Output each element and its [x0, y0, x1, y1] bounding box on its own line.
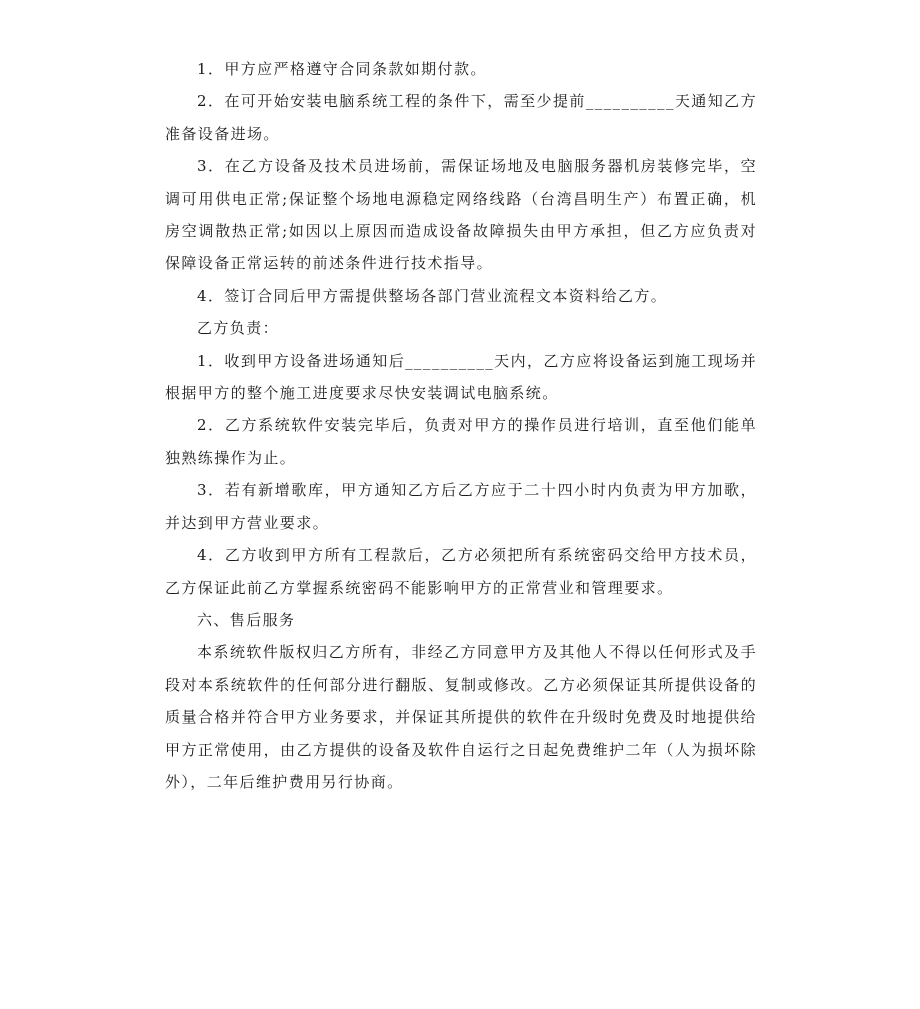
paragraph-party-b-passwords: 4．乙方收到甲方所有工程款后，乙方必须把所有系统密码交给甲方技术员，乙方保证此前乙方掌握系统密码不能影响甲方的正常营业和管理要求。 — [165, 546, 757, 597]
paragraph-party-a-notice: 2．在可开始安装电脑系统工程的条件下，需至少提前__________天通知乙方准备设备进场。 — [165, 92, 757, 143]
paragraph-party-a-site-prep: 3．在乙方设备及技术员进场前，需保证场地及电脑服务器机房装修完毕，空调可用供电正常;保证整个场地电源稳定网络线路（台湾昌明生产）布置正确，机房空调散热正常;如因以上原因而造成设备故障损失由甲方承担，但乙方应负责对保障设备正常运转的前述条件进行技术指导。 — [165, 157, 757, 273]
document-body — [165, 53, 757, 798]
section-heading-after-sales: 六、售后服务 — [197, 610, 296, 629]
paragraph-party-b-install: 1．收到甲方设备进场通知后__________天内，乙方应将设备运到施工现场并根据甲方的整个施工进度要求尽快安装调试电脑系统。 — [165, 351, 757, 403]
paragraph-party-b-songs: 3．若有新增歌库，甲方通知乙方后乙方应于二十四小时内负责为甲方加歌，并达到甲方营业要求。 — [165, 481, 757, 532]
paragraph-party-a-payment: 1．甲方应严格遵守合同条款如期付款。 — [197, 60, 487, 78]
paragraph-party-b-training: 2．乙方系统软件安装完毕后，负责对甲方的操作员进行培训，直至他们能单独熟练操作为止。 — [165, 416, 757, 467]
paragraph-after-sales: 本系统软件版权归乙方所有，非经乙方同意甲方及其他人不得以任何形式及手段对本系统软件的任何部分进行翻版、复制或修改。乙方必须保证其所提供设备的质量合格并符合甲方业务要求，并保证其所提供的软件在升级时免费及时地提供给甲方正常使用，由乙方提供的设备及软件自运行之日起免费维护二年（人为损坏除外），二年后维护费用另行协商。 — [165, 643, 757, 791]
section-heading-party-b: 乙方负责： — [197, 319, 280, 338]
paragraph-party-a-documents: 4．签订合同后甲方需提供整场各部门营业流程文本资料给乙方。 — [197, 286, 668, 305]
